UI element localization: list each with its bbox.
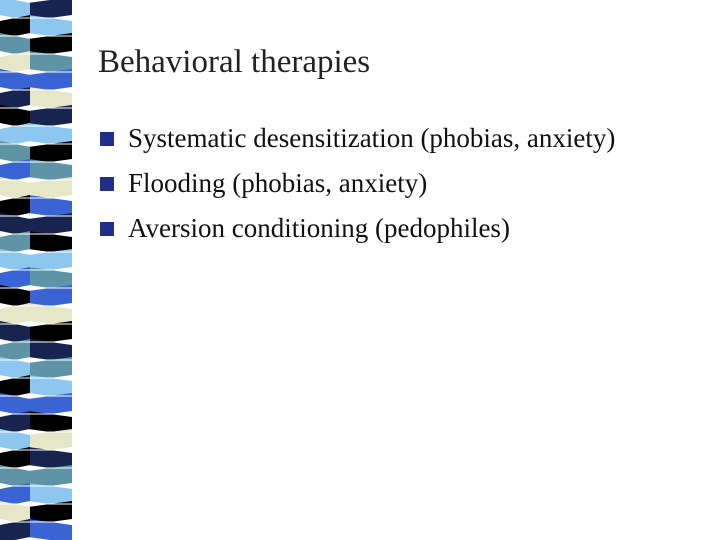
bullet-item — [100, 167, 700, 199]
bullet-list — [100, 122, 700, 257]
bullet-text: Flooding (phobias, anxiety) — [128, 168, 428, 198]
square-bullet-icon — [100, 222, 114, 236]
slide-title: Behavioral therapies — [98, 44, 371, 80]
decorative-striped-border — [0, 0, 72, 540]
bullet-item — [100, 122, 700, 154]
bullet-text: Systematic desensitization (phobias, anxiety) — [128, 123, 616, 153]
bullet-text: Aversion conditioning (pedophiles) — [128, 213, 510, 243]
square-bullet-icon — [100, 177, 114, 191]
striped-border-graphic — [0, 0, 72, 540]
square-bullet-icon — [100, 132, 114, 146]
bullet-item — [100, 212, 700, 244]
